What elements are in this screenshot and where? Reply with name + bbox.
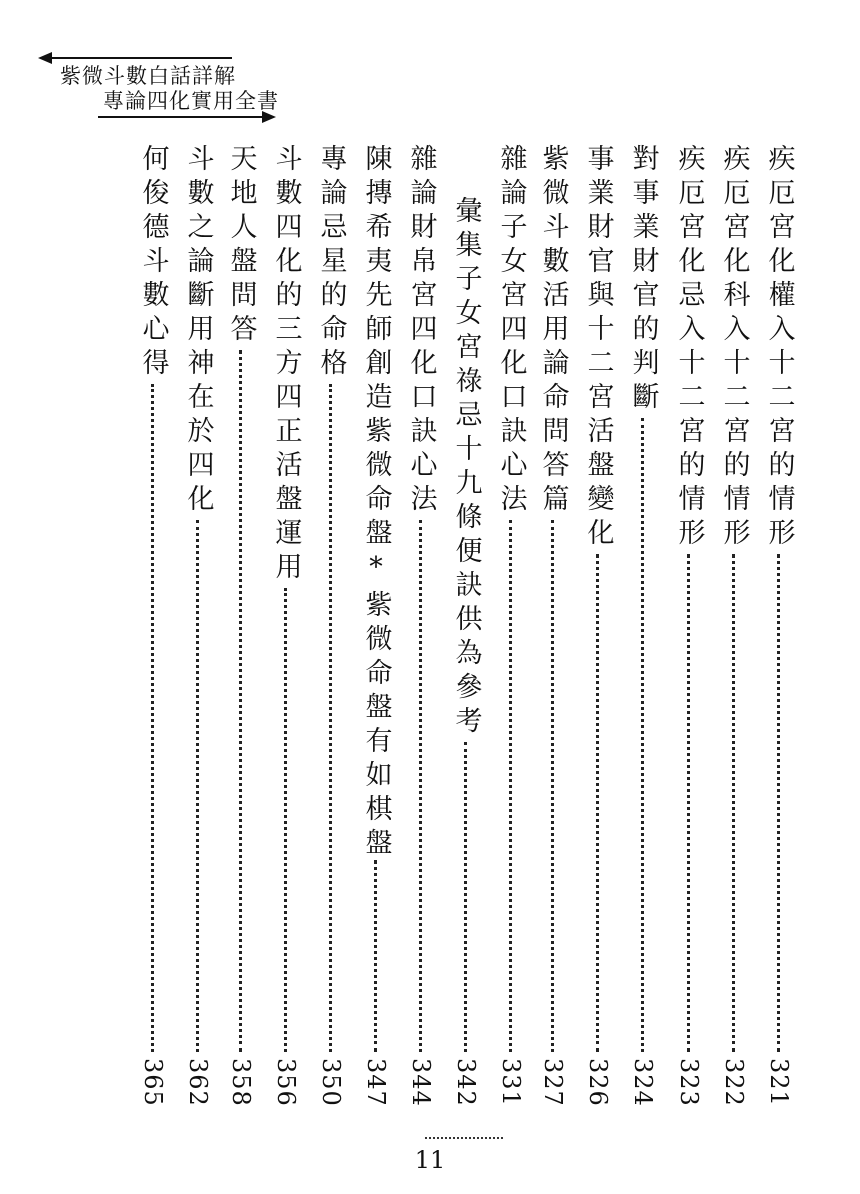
toc-entry-title: 紫微斗數活用論命問答篇: [537, 144, 569, 518]
toc-leader-dots: [732, 554, 735, 1052]
toc-entry-page: 365: [139, 1058, 167, 1107]
toc-entry-title: 斗數之論斷用神在於四化: [182, 144, 214, 518]
toc-entry[interactable]: [359, 144, 393, 1194]
toc-entry-page: 331: [497, 1058, 525, 1107]
toc-entry-title: 疾厄宮化權入十二宮的情形: [763, 144, 795, 552]
toc-entry-title: 陳摶希夷先師創造紫微命盤*紫微命盤有如棋盤: [360, 144, 392, 862]
toc-entry[interactable]: [762, 144, 796, 1194]
toc-entry[interactable]: [136, 144, 170, 1194]
toc-leader-dots: [284, 588, 287, 1052]
header-arrow-right-icon: [262, 111, 276, 123]
toc-leader-dots: [196, 520, 199, 1052]
toc-entry-page: 324: [629, 1058, 657, 1107]
toc-entry-title: 雜論財帛宮四化口訣心法: [405, 144, 437, 518]
toc-entry-title: 天地人盤問答: [225, 144, 257, 348]
toc-leader-dots: [151, 384, 154, 1052]
header-rule-top: [50, 57, 232, 59]
toc-entry-title: 事業財官與十二宮活盤變化: [582, 144, 614, 552]
toc-entry-page: 358: [227, 1058, 255, 1107]
page-number: 11: [414, 1146, 446, 1174]
toc-entry[interactable]: [626, 144, 660, 1194]
toc-entry[interactable]: [314, 144, 348, 1194]
toc-entry[interactable]: [581, 144, 615, 1194]
toc-leader-dots: [596, 554, 599, 1052]
toc-entry-title: 專論忌星的命格: [315, 144, 347, 382]
toc-leader-dots: [329, 384, 332, 1052]
toc-entry-title: 疾厄宮化科入十二宮的情形: [718, 144, 750, 552]
toc-entry-page: 323: [675, 1058, 703, 1107]
toc-entry-title: 何俊德斗數心得: [137, 144, 169, 382]
toc-leader-dots: [509, 520, 512, 1052]
toc-entry-page: 350: [317, 1058, 345, 1107]
toc-leader-dots: [551, 520, 554, 1052]
toc-leader-dots: [641, 418, 644, 1052]
toc-entry-page: 321: [765, 1058, 793, 1107]
toc-entry-page: 327: [539, 1058, 567, 1107]
series-title: 紫微斗數白話詳解: [60, 64, 236, 88]
toc-entry[interactable]: [404, 144, 438, 1194]
toc-entry-title: 斗數四化的三方四正活盤運用: [270, 144, 302, 586]
toc-entry-title: 雜論子女宮四化口訣心法: [495, 144, 527, 518]
toc-entry[interactable]: [269, 144, 303, 1194]
toc-leader-dots: [687, 554, 690, 1052]
toc-entry[interactable]: [536, 144, 570, 1194]
toc-entry[interactable]: [717, 144, 751, 1194]
toc-entry-page: 322: [720, 1058, 748, 1107]
toc-entry-page: 362: [184, 1058, 212, 1107]
toc-entry-title: 對事業財官的判斷: [627, 144, 659, 416]
toc-entry[interactable]: [181, 144, 215, 1194]
footer-rule: [425, 1137, 503, 1139]
toc-entry[interactable]: [449, 196, 483, 1194]
toc-entry-page: 356: [272, 1058, 300, 1107]
toc-entry[interactable]: [494, 144, 528, 1194]
header-rule-bottom: [98, 116, 266, 118]
toc-leader-dots: [374, 860, 377, 1052]
toc-entry-page: 342: [452, 1058, 480, 1107]
book-title: 專論四化實用全書: [103, 89, 279, 113]
toc-leader-dots: [464, 742, 467, 1052]
toc-entry[interactable]: [672, 144, 706, 1194]
toc-entry-page: 347: [362, 1058, 390, 1107]
toc-entry-title: 疾厄宮化忌入十二宮的情形: [673, 144, 705, 552]
toc-entry-title: 彙集子女宮祿忌十九條便訣供為參考: [450, 196, 482, 740]
toc-entry[interactable]: [224, 144, 258, 1194]
toc-entry-page: 326: [584, 1058, 612, 1107]
toc-entry-page: 344: [407, 1058, 435, 1107]
toc-leader-dots: [239, 350, 242, 1052]
toc-leader-dots: [419, 520, 422, 1052]
toc-leader-dots: [777, 554, 780, 1052]
